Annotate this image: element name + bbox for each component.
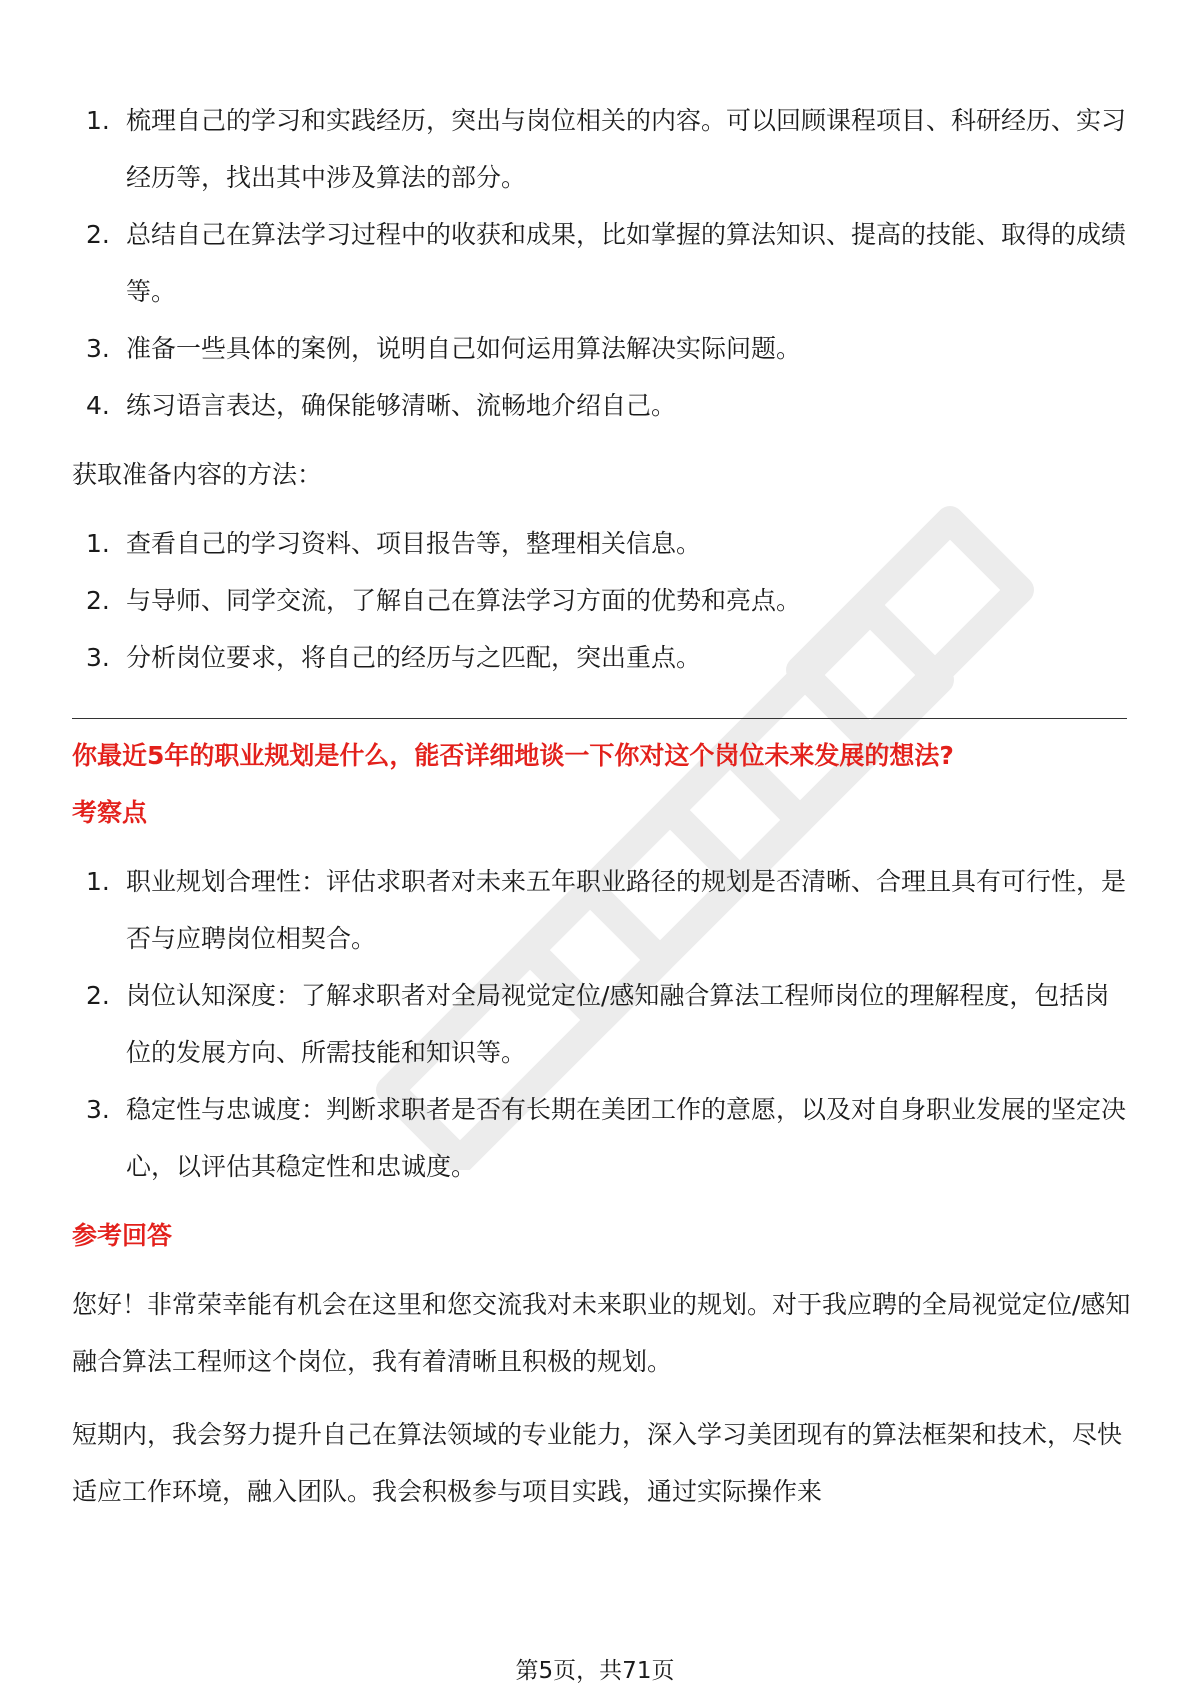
list-item: 1. 查看自己的学习资料、项目报告等，整理相关信息。 (86, 529, 702, 558)
methods-label: 获取准备内容的方法： (72, 460, 323, 489)
list-item: 3. 分析岗位要求，将自己的经历与之匹配，突出重点。 (86, 643, 702, 672)
answer-paragraph-1: 您好！非常荣幸能有机会在这里和您交流我对未来职业的规划。对于我应聘的全局视觉定位/感知融合算法工程师这个岗位，我有着清晰且积极的规划。 (72, 1290, 1131, 1376)
list-item: 4. 练习语言表达，确保能够清晰、流畅地介绍自己。 (86, 391, 677, 420)
main-content (72, 92, 1132, 1520)
answer-heading: 参考回答 (72, 1221, 173, 1250)
evaluation-points-list (72, 853, 1132, 1195)
list-item: 2. 岗位认知深度：了解求职者对全局视觉定位/感知融合算法工程师岗位的理解程度，包括岗位的发展方向、所需技能和知识等。 (86, 981, 1110, 1067)
list-item: 3. 稳定性与忠诚度：判断求职者是否有长期在美团工作的意愿，以及对自身职业发展的坚定决心，以评估其稳定性和忠诚度。 (86, 1095, 1127, 1181)
list-item: 1. 职业规划合理性：评估求职者对未来五年职业路径的规划是否清晰、合理且具有可行性，是否与应聘岗位相契合。 (86, 867, 1127, 953)
section-divider (72, 718, 1127, 719)
prep-steps-list (72, 92, 1132, 434)
methods-list (72, 515, 1132, 686)
question-heading: 你最近5年的职业规划是什么，能否详细地谈一下你对这个岗位未来发展的想法? (72, 741, 954, 770)
kaocha-heading: 考察点 (72, 798, 148, 827)
list-item: 3. 准备一些具体的案例，说明自己如何运用算法解决实际问题。 (86, 334, 802, 363)
list-item: 1. 梳理自己的学习和实践经历，突出与岗位相关的内容。可以回顾课程项目、科研经历、实习经历等，找出其中涉及算法的部分。 (86, 106, 1127, 192)
page-footer: 第5页，共71页 (515, 1658, 675, 1684)
list-item: 2. 总结自己在算法学习过程中的收获和成果，比如掌握的算法知识、提高的技能、取得的成绩等。 (86, 220, 1127, 306)
answer-paragraph-2: 短期内，我会努力提升自己在算法领域的专业能力，深入学习美团现有的算法框架和技术，尽快适应工作环境，融入团队。我会积极参与项目实践，通过实际操作来 (72, 1420, 1123, 1506)
list-item: 2. 与导师、同学交流，了解自己在算法学习方面的优势和亮点。 (86, 586, 802, 615)
